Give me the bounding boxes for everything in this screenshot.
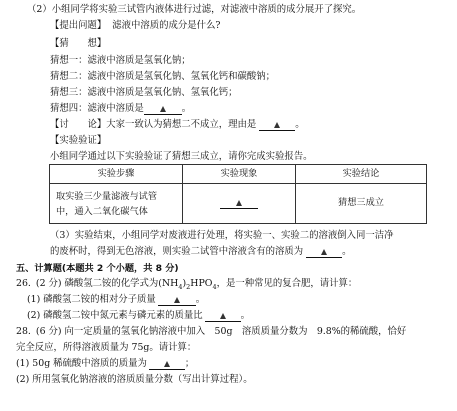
q26-sub-2-blank[interactable] (205, 310, 241, 322)
triangle-icon (236, 200, 242, 206)
problem-label: 【提出问题】 (50, 20, 107, 31)
q26-sub-2-prefix: (2) 磷酸氢二铵中氮元素与磷元素的质量比 (27, 310, 203, 321)
triangle-icon (220, 313, 226, 319)
q28-sub-1-prefix: (1) 50g 稀硫酸中溶质的质量为 (16, 358, 147, 369)
q28-sub-1-blank[interactable] (149, 358, 185, 370)
guess-3: 猜想三：滤液中溶质是氢氧化钠、氢氧化钙； (50, 87, 238, 98)
q26-sub-1-blank[interactable] (158, 294, 196, 306)
q28-sub-1-suffix: ； (184, 358, 195, 369)
verify-label: 【实验验证】 (50, 135, 107, 146)
q26-subscript-4a: 4 (178, 282, 183, 291)
table-cell-conclusion: 猜想三成立 (296, 184, 427, 224)
q26-text-b: ) (182, 278, 187, 289)
discuss-text: 大家一致认为猜想二不成立，理由是 (106, 119, 257, 130)
discuss-label: 【讨 论】 (50, 119, 107, 130)
table-header-row (50, 165, 427, 184)
discuss-end: 。 (295, 119, 305, 130)
table-cell-phenomenon[interactable] (183, 184, 296, 224)
q3-line-1: （3）实验结束，小组同学对废液进行处理，将实验一、实验二的溶液倒入同一洁净 (50, 230, 394, 241)
experiment-table (49, 164, 427, 224)
guess-4-blank[interactable] (144, 103, 182, 115)
q3-line-2-prefix: 的废杯时，得到无色溶液，则实验二试管中溶液含有的溶质为 (50, 246, 304, 257)
table-cell-step (50, 184, 183, 224)
discuss-blank[interactable] (259, 119, 295, 131)
q28-number: 28. (16, 326, 31, 337)
discuss-row (50, 117, 305, 133)
step-line-1: 取实验三少量滤液与试管 (56, 190, 158, 202)
q2-intro: （2）小组同学将实验三试管内液体进行过滤，对滤液中溶质的成分展开了探究。 (27, 4, 362, 15)
guess-1: 猜想一：滤液中溶质是氢氧化钠； (50, 55, 191, 66)
q26-text: (2 分) 磷酸氢二铵的化学式为(NH (35, 278, 179, 289)
step-line-2: 中，通入二氧化碳气体 (56, 205, 148, 217)
q26-subscript-2: 2 (186, 282, 191, 291)
guess-4-suffix: 。 (181, 103, 192, 114)
triangle-icon (321, 249, 327, 255)
q26-text-c: HPO (190, 278, 213, 289)
q26-sub-1-suffix: 。 (195, 294, 206, 305)
q3-line-2-suffix: 。 (342, 246, 352, 257)
guess-4-prefix: 猜想四：滤液中溶质是 (50, 103, 144, 114)
q28-line-2: 完全反应，所得溶液质量为 75g。请计算： (16, 342, 197, 353)
triangle-icon (274, 122, 280, 128)
triangle-icon (160, 106, 166, 112)
guess-4 (50, 101, 191, 117)
problem-text: 滤液中溶质的成分是什么? (112, 20, 221, 31)
q26-sub-1-prefix: (1) 磷酸氢二铵的相对分子质量 (27, 294, 156, 305)
table-header-conclusion: 实验结论 (296, 165, 427, 184)
q26-number: 26. (16, 278, 31, 289)
q28-sub-2: (2) 所用氢氧化钠溶液的溶质质量分数（写出计算过程）。 (16, 374, 253, 385)
q26-row (16, 276, 357, 292)
q26-sub-2-suffix: 。 (240, 310, 251, 321)
q3-blank[interactable] (306, 246, 342, 258)
q3-line-2 (50, 244, 352, 260)
q26-sub-1 (27, 292, 205, 308)
guess-label: 【猜 想】 (50, 38, 107, 49)
triangle-icon (174, 297, 180, 303)
triangle-icon (164, 361, 170, 367)
q26-sub-2 (27, 308, 250, 324)
q28-line-1: (6 分) 向一定质量的氢氧化钠溶液中加入 50g 溶质质量分数为 9.8%的稀硫酸，恰好 (35, 326, 407, 337)
problem-row (50, 18, 220, 34)
section-5-heading: 五、计算题(本题共 2 个小题，共 8 分) (16, 263, 179, 274)
verify-text: 小组同学通过以下实验验证了猜想三成立，请你完成实验报告。 (50, 151, 313, 162)
phenomenon-blank[interactable] (220, 197, 258, 209)
q28-row (16, 324, 406, 340)
q28-sub-1 (16, 356, 194, 372)
q26-subscript-4b: 4 (212, 282, 217, 291)
table-header-phenomenon: 实验现象 (183, 165, 296, 184)
q26-text-d: ，是一种常见的复合肥，请计算： (216, 278, 358, 289)
table-header-step: 实验步骤 (50, 165, 183, 184)
guess-2: 猜想二：滤液中溶质是氢氧化钠、氢氧化钙和碳酸钠； (50, 71, 276, 82)
table-row (50, 184, 427, 224)
